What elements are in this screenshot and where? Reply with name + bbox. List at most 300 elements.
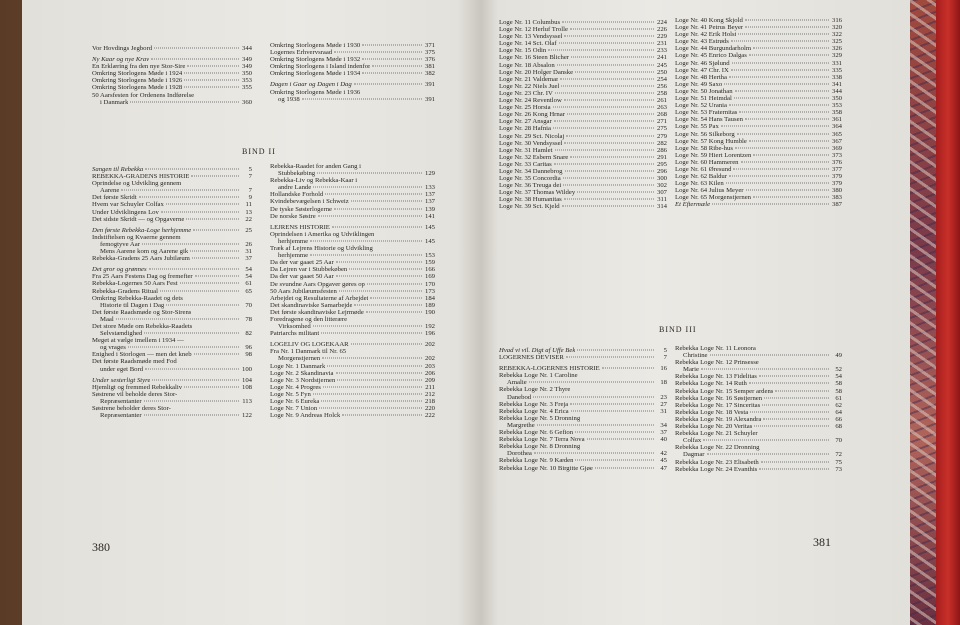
toc-entry-title: Patriarchs militant xyxy=(270,330,320,338)
toc-entry-title: Rebekka Loge Nr. 19 Alexandra xyxy=(675,415,762,423)
toc-entry-title: Da der var gaaet 50 Aar xyxy=(270,273,334,281)
dot-leader xyxy=(310,255,422,256)
dot-leader xyxy=(729,176,829,177)
dot-leader xyxy=(367,283,422,284)
toc-entry-page: 153 xyxy=(424,252,435,260)
toc-entry xyxy=(499,394,667,401)
dot-leader xyxy=(149,269,239,270)
toc-entry xyxy=(270,370,435,377)
toc-entry-page: 212 xyxy=(424,390,435,398)
toc-entry-title: Da der var gaaet 25 Aar xyxy=(270,259,334,267)
toc-entry-page: 379 xyxy=(831,173,842,181)
toc-entry-page: 375 xyxy=(424,49,435,57)
dot-leader xyxy=(336,372,422,373)
dot-leader xyxy=(318,215,422,216)
dot-leader xyxy=(735,90,829,91)
toc-column-left-2 xyxy=(270,163,435,419)
dot-leader xyxy=(563,185,654,186)
toc-entry-page: 37 xyxy=(245,255,252,263)
toc-entry xyxy=(675,466,842,473)
toc-entry-title: Loge Nr. 26 Kong Hrnar xyxy=(499,111,565,119)
dot-leader xyxy=(729,76,829,77)
toc-entry-page: 166 xyxy=(424,266,435,274)
toc-entry xyxy=(675,67,842,74)
toc-entry-page: 314 xyxy=(656,203,667,211)
toc-entry xyxy=(92,77,252,84)
dot-leader xyxy=(761,461,829,462)
toc-entry xyxy=(499,175,667,182)
toc-entry xyxy=(270,206,435,213)
toc-entry-title: Loge Nr. 7 Union xyxy=(270,405,318,413)
toc-entry-title: Ny Kaar og nye Krav xyxy=(92,56,150,64)
toc-entry-page: 108 xyxy=(241,383,252,391)
toc-entry-title: Da Lejren var i Stubbekøben xyxy=(270,266,348,274)
toc-entry xyxy=(675,109,842,116)
dot-leader xyxy=(731,41,829,42)
toc-entry xyxy=(92,99,252,106)
toc-entry-page: 13 xyxy=(245,208,252,216)
dot-leader xyxy=(321,333,422,334)
toc-entry-page: 261 xyxy=(656,97,667,105)
toc-entry xyxy=(92,405,252,412)
red-book-cover xyxy=(936,0,960,625)
toc-entry xyxy=(499,365,667,372)
toc-entry-page: 387 xyxy=(831,201,842,209)
toc-entry-title: Oprindelse og Udvikling gennem xyxy=(92,180,182,188)
toc-entry xyxy=(92,216,252,223)
toc-entry xyxy=(92,180,252,187)
toc-entry-page: 383 xyxy=(831,194,842,202)
dot-leader xyxy=(533,396,654,397)
toc-entry-page: 218 xyxy=(424,398,435,405)
dot-leader xyxy=(745,27,829,28)
toc-entry-page: 355 xyxy=(241,84,252,92)
toc-entry xyxy=(92,273,252,280)
dot-leader xyxy=(190,251,239,252)
toc-entry xyxy=(675,373,842,380)
toc-entry-page: 184 xyxy=(424,294,435,302)
toc-entry-page: 54 xyxy=(245,273,252,281)
toc-entry-title: Loge Nr. 57 Kong Humble xyxy=(675,137,747,145)
toc-entry-title: Loge Nr. 13 Vendsyssel xyxy=(499,33,563,41)
toc-entry-title: Marie xyxy=(683,366,699,374)
dot-leader xyxy=(563,178,654,179)
toc-entry-title: Foredragene og den litterære xyxy=(270,315,348,323)
toc-entry-title: Loge Nr. 37 Thomas Wildey xyxy=(499,189,576,197)
toc-entry-page: 100 xyxy=(241,365,252,373)
toc-entry-page: 68 xyxy=(835,423,842,431)
toc-entry-page: 209 xyxy=(424,376,435,384)
toc-entry-page: 275 xyxy=(656,125,667,133)
toc-entry xyxy=(675,95,842,102)
toc-entry xyxy=(675,152,842,159)
dot-leader xyxy=(553,128,654,129)
toc-entry-page: 322 xyxy=(831,31,842,39)
dot-leader xyxy=(739,112,829,113)
dot-leader xyxy=(729,105,829,106)
dot-leader xyxy=(144,415,239,416)
toc-entry-page: 364 xyxy=(831,123,842,131)
toc-entry-title: Stubbekøbing xyxy=(278,170,316,178)
toc-entry-title: Loge Nr. 33 Caritas xyxy=(499,160,552,168)
toc-entry-title: Omkring Rebekka-Raadet og dets xyxy=(92,294,183,302)
toc-entry-title: Hvem var Schuyler Colfax xyxy=(92,201,164,209)
toc-entry xyxy=(499,422,667,429)
toc-entry-page: 371 xyxy=(424,42,435,49)
toc-entry xyxy=(499,47,667,54)
toc-entry-title: Christine xyxy=(683,352,708,360)
toc-entry xyxy=(270,288,435,295)
toc-entry xyxy=(675,38,842,45)
dot-leader xyxy=(726,183,829,184)
toc-entry-title: Rebekka Loge Nr. 13 Fidelitas xyxy=(675,373,757,381)
toc-entry-title: Fra Nr. 1 Danmark til Nr. 65 xyxy=(270,348,347,356)
toc-entry-title: Omkring Storlogens Møde i 1926 xyxy=(92,77,183,85)
toc-entry xyxy=(499,401,667,408)
toc-entry-page: 61 xyxy=(835,394,842,402)
toc-entry-title: Colfax xyxy=(683,437,702,445)
toc-entry-title: Loge Nr. 58 Ribe-hus xyxy=(675,144,733,152)
page-number-right: 381 xyxy=(813,535,831,549)
dot-leader xyxy=(570,29,654,30)
toc-entry xyxy=(499,436,667,443)
dot-leader xyxy=(116,318,239,319)
dot-leader xyxy=(775,390,829,391)
toc-entry xyxy=(270,96,435,103)
toc-entry xyxy=(499,97,667,104)
dot-leader xyxy=(554,163,654,164)
toc-entry-title: Hollandske Forhold xyxy=(270,191,324,199)
toc-entry xyxy=(675,437,842,444)
toc-entry xyxy=(499,203,667,210)
toc-entry-page: 113 xyxy=(242,397,252,405)
dot-leader xyxy=(566,135,654,136)
dot-leader xyxy=(145,169,239,170)
toc-entry xyxy=(675,388,842,395)
dot-leader xyxy=(746,190,829,191)
toc-entry-page: 65 xyxy=(245,287,252,295)
toc-entry-page: 353 xyxy=(831,102,842,110)
toc-entry xyxy=(499,90,667,97)
toc-entry-title: Loge Nr. 51 Heimdal xyxy=(675,95,732,103)
dot-leader xyxy=(575,432,654,433)
toc-entry-title: Loge Nr. 32 Esbern Snare xyxy=(499,153,569,161)
toc-entry-title: Loge Nr. 44 Burgundarholm xyxy=(675,45,752,53)
toc-entry-title: og vrages xyxy=(100,344,126,352)
dot-leader xyxy=(336,262,422,263)
toc-entry-page: 379 xyxy=(831,180,842,188)
toc-entry-title: Kvindebevægelsen i Schweiz xyxy=(270,198,349,206)
toc-entry-page: 75 xyxy=(835,458,842,466)
toc-entry-title: Loge Nr. 9 Andreas Holck xyxy=(270,412,341,420)
toc-entry-page: 391 xyxy=(424,95,435,103)
toc-entry-title: Rebekka Loge Nr. 1 Caroline xyxy=(499,372,578,380)
toc-entry xyxy=(92,302,252,309)
toc-entry xyxy=(92,166,252,173)
toc-entry-title: Loge Nr. 40 Kong Skjold xyxy=(675,17,743,24)
toc-entry xyxy=(499,429,667,436)
toc-entry-page: 231 xyxy=(656,40,667,48)
toc-entry-title: Omkring Storlogens Møde i 1928 xyxy=(92,84,183,92)
toc-entry xyxy=(270,49,435,56)
toc-entry-page: 350 xyxy=(241,70,252,78)
toc-entry-page: 256 xyxy=(656,82,667,90)
toc-entry-page: 358 xyxy=(831,109,842,117)
toc-entry-page: 189 xyxy=(424,301,435,309)
dot-leader xyxy=(336,276,422,277)
toc-entry xyxy=(92,187,252,194)
toc-entry-page: 222 xyxy=(424,412,435,420)
dot-leader xyxy=(310,240,422,241)
toc-entry-page: 49 xyxy=(835,352,842,360)
toc-entry-title: Loge Nr. 15 Odin xyxy=(499,47,547,55)
toc-entry xyxy=(675,159,842,166)
toc-entry-title: Loge Nr. 28 Hafnia xyxy=(499,125,551,133)
toc-entry-title: Loge Nr. 60 Hammeren xyxy=(675,158,739,166)
toc-entry-title: Loge Nr. 3 Nordstjernen xyxy=(270,376,336,384)
toc-entry xyxy=(499,147,667,154)
toc-entry-title: REBEKKA-GRADENS HISTORIE xyxy=(92,173,190,181)
dot-leader xyxy=(362,73,422,74)
toc-entry-page: 341 xyxy=(831,80,842,88)
toc-entry xyxy=(499,182,667,189)
dot-leader xyxy=(754,426,829,427)
toc-entry-title: Loge Nr. 34 Dannebrog xyxy=(499,167,563,175)
dot-leader xyxy=(334,52,422,53)
toc-entry-title: Rebekka Loge Nr. 8 Dronning xyxy=(499,443,581,451)
toc-entry xyxy=(675,194,842,201)
dot-leader xyxy=(192,258,239,259)
toc-entry-title: Rebekka Loge Nr. 18 Vesta xyxy=(675,408,749,416)
toc-entry xyxy=(675,416,842,423)
dot-leader xyxy=(562,206,654,207)
toc-entry xyxy=(270,341,435,348)
toc-entry-page: 291 xyxy=(656,153,667,161)
toc-entry xyxy=(270,330,435,337)
toc-entry xyxy=(499,69,667,76)
dot-leader xyxy=(554,121,654,122)
toc-entry xyxy=(270,170,435,177)
toc-entry xyxy=(92,241,252,248)
toc-entry-page: 73 xyxy=(835,465,842,473)
dot-leader xyxy=(548,50,654,51)
toc-entry-page: 296 xyxy=(656,167,667,175)
toc-entry xyxy=(499,196,667,203)
toc-entry-title: Under Udviklingens Lov xyxy=(92,208,159,216)
toc-entry xyxy=(92,201,252,208)
dot-leader xyxy=(195,276,239,277)
toc-entry xyxy=(499,125,667,132)
toc-entry-title: Fra 25 Aars Festens Dag og fremefter xyxy=(92,273,193,281)
dot-leader xyxy=(570,156,654,157)
toc-entry-title: Meget at vælge imellem i 1934 — xyxy=(92,337,184,345)
toc-entry-page: 145 xyxy=(424,223,435,231)
toc-entry-title: Loge Nr. 4 Progres xyxy=(270,383,321,391)
dot-leader xyxy=(732,62,829,63)
toc-entry xyxy=(92,351,252,358)
toc-entry-page: 360 xyxy=(241,98,252,106)
dot-leader xyxy=(566,357,654,358)
dot-leader xyxy=(575,71,654,72)
toc-entry xyxy=(675,131,842,138)
toc-entry xyxy=(92,255,252,262)
dot-leader xyxy=(334,208,422,209)
toc-entry xyxy=(675,45,842,52)
dot-leader xyxy=(564,142,654,143)
toc-entry-title: Rebekka-Gradens 25 Aars Jubilæum xyxy=(92,255,190,263)
toc-entry-title: Det sidste Skridt — og Opgaverne xyxy=(92,215,185,223)
toc-entry xyxy=(270,224,435,231)
toc-entry-page: 361 xyxy=(831,116,842,124)
dot-leader xyxy=(139,197,239,198)
toc-entry-title: Loge Nr. 12 Herluf Trolle xyxy=(499,26,568,34)
toc-entry xyxy=(499,154,667,161)
dot-leader xyxy=(370,297,422,298)
toc-entry xyxy=(675,88,842,95)
toc-entry-title: Loge Nr. 46 Sjølund xyxy=(675,59,730,67)
toc-column-left-top-2 xyxy=(270,42,435,103)
dot-leader xyxy=(764,397,829,398)
dot-leader xyxy=(121,190,239,191)
dot-leader xyxy=(323,386,422,387)
right-page xyxy=(481,0,910,625)
toc-entry xyxy=(675,187,842,194)
toc-entry-title: De norske Søstre xyxy=(270,212,316,220)
toc-entry xyxy=(92,56,252,63)
dot-leader xyxy=(186,218,239,219)
toc-entry-title: Træk af Lejrens Historie og Udvikling xyxy=(270,245,373,253)
toc-entry-page: 192 xyxy=(424,323,435,331)
dot-leader xyxy=(737,133,829,134)
dot-leader xyxy=(166,304,239,305)
toc-entry xyxy=(270,377,435,384)
dot-leader xyxy=(362,45,422,46)
toc-entry-page: 282 xyxy=(656,139,667,147)
toc-entry-title: Indstiftelsen og Kvaerne gennem xyxy=(92,233,181,241)
dot-leader xyxy=(128,347,239,348)
toc-column-left-1 xyxy=(92,166,252,419)
toc-entry-title: Selvstændighed xyxy=(100,330,143,338)
toc-entry xyxy=(675,123,842,130)
toc-entry-title: i Danmark xyxy=(100,98,129,106)
dot-leader xyxy=(567,114,654,115)
toc-entry xyxy=(92,316,252,323)
dot-leader xyxy=(762,404,829,405)
bind-ii-heading: BIND II xyxy=(242,147,276,156)
toc-entry xyxy=(270,281,435,288)
toc-entry-page: 96 xyxy=(245,344,252,352)
dot-leader xyxy=(577,350,654,351)
dot-leader xyxy=(362,59,422,60)
dot-leader xyxy=(735,147,829,148)
toc-entry xyxy=(92,63,252,70)
dot-leader xyxy=(537,424,654,425)
toc-entry-page: 206 xyxy=(424,369,435,377)
dot-leader xyxy=(557,64,654,65)
toc-entry-page: 7 xyxy=(248,187,252,195)
toc-entry-page: 7 xyxy=(663,354,667,362)
toc-entry-page: 52 xyxy=(835,366,842,374)
toc-entry-title: Rebekka Loge Nr. 22 Dronning xyxy=(675,444,760,452)
toc-entry xyxy=(675,366,842,373)
dot-leader xyxy=(184,73,239,74)
dot-leader xyxy=(710,355,829,356)
toc-entry-page: 344 xyxy=(241,45,252,52)
toc-entry-page: 250 xyxy=(656,68,667,76)
toc-entry-title: Rebekka-Liv og Rebekka-Kaar i xyxy=(270,177,358,185)
toc-entry-title: Loge Nr. 61 Øresund xyxy=(675,165,732,173)
toc-entry-title: Omkring Storlogens Møde i 1934 xyxy=(270,70,361,78)
dot-leader xyxy=(721,126,829,127)
toc-entry-page: 159 xyxy=(424,259,435,267)
toc-entry-title: Loge Nr. 45 Enrico Dalgas xyxy=(675,52,747,60)
toc-entry xyxy=(499,83,667,90)
toc-entry xyxy=(270,348,435,355)
toc-entry xyxy=(675,352,842,359)
toc-entry-title: Rebekka-Logernes 50 Aars Fest xyxy=(92,280,178,288)
toc-entry-title: Rebekka-Gradens Ritual xyxy=(92,287,158,295)
toc-entry-page: 42 xyxy=(660,450,667,458)
toc-entry-title: Loge Nr. 49 Saxo xyxy=(675,80,723,88)
dot-leader xyxy=(151,59,239,60)
toc-entry-title: herhjemme xyxy=(278,237,309,245)
dot-leader xyxy=(332,226,422,227)
toc-entry-title: Loge Nr. 47 Chr. IX xyxy=(675,66,729,74)
toc-entry-page: 141 xyxy=(424,212,435,220)
toc-entry xyxy=(270,323,435,330)
toc-entry-page: 380 xyxy=(831,187,842,195)
toc-entry-title: Rebekka Loge Nr. 2 Thyre xyxy=(499,386,571,394)
toc-entry xyxy=(499,19,667,26)
toc-entry xyxy=(499,379,667,386)
toc-entry xyxy=(499,40,667,47)
toc-column-right-3 xyxy=(499,347,667,472)
toc-entry-title: Et Eftermæle xyxy=(675,201,711,209)
toc-entry-title: Søstrene beholder deres Stor- xyxy=(92,405,171,412)
toc-entry-title: Virksomhed xyxy=(278,323,311,331)
dot-leader xyxy=(560,78,654,79)
toc-entry-page: 353 xyxy=(241,77,252,85)
toc-entry-title: Loge Nr. 35 Concordia xyxy=(499,175,561,183)
dot-leader xyxy=(144,400,239,401)
toc-entry-page: 31 xyxy=(660,407,667,415)
toc-entry-title: Rebekka Loge Nr. 9 Kæden xyxy=(499,457,574,465)
toc-entry xyxy=(92,295,252,302)
toc-entry-title: Det store Møde om Rebekka-Raadets xyxy=(92,322,193,330)
toc-entry-title: Dagmar xyxy=(683,451,705,459)
toc-entry xyxy=(270,163,435,170)
toc-entry xyxy=(499,133,667,140)
toc-entry-title: Repræsentanter xyxy=(100,412,142,420)
toc-entry-title: Rebekka Loge Nr. 11 Leonora xyxy=(675,345,756,352)
dot-leader xyxy=(160,290,239,291)
toc-entry-page: 5 xyxy=(663,347,667,354)
toc-entry-title: Loge Nr. 64 Julius Meyer xyxy=(675,187,744,195)
toc-entry xyxy=(270,89,435,96)
toc-entry-page: 268 xyxy=(656,111,667,119)
dot-leader xyxy=(759,376,829,377)
toc-entry-title: Loge Nr. 1 Danmark xyxy=(270,362,326,370)
toc-entry-title: Dagen i Gaar og Dagen i Dag xyxy=(270,81,352,89)
toc-entry-page: 62 xyxy=(835,401,842,409)
toc-entry-page: 190 xyxy=(424,308,435,316)
toc-entry-page: 40 xyxy=(660,436,667,444)
toc-entry xyxy=(499,62,667,69)
toc-entry-title: Søstrene vil beholde deres Stor- xyxy=(92,390,178,398)
dot-leader xyxy=(184,80,239,81)
toc-entry-page: 241 xyxy=(656,54,667,62)
toc-entry-page: 31 xyxy=(245,248,252,256)
